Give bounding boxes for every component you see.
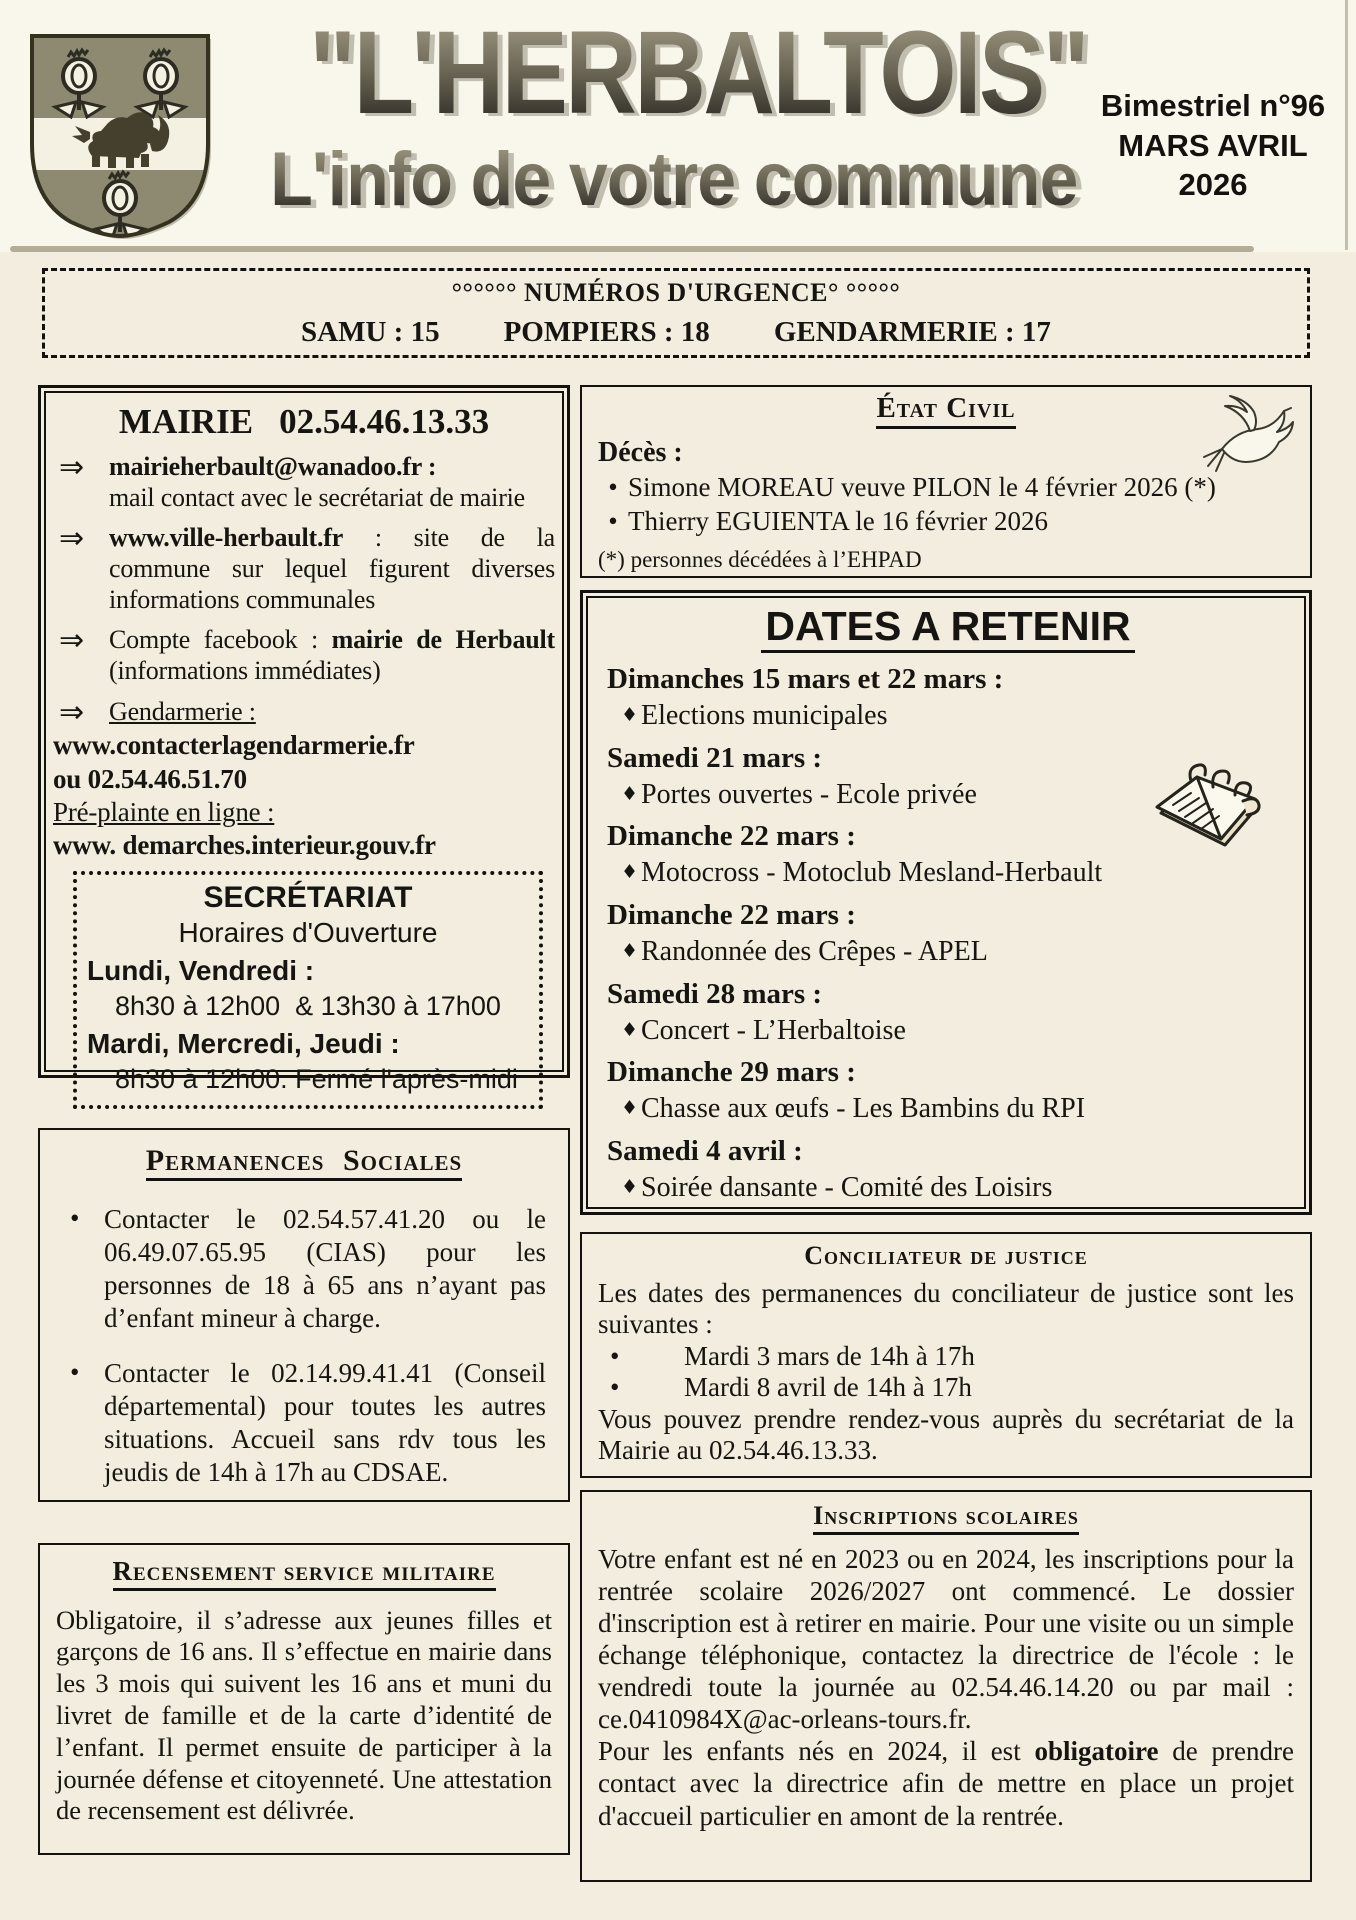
event-date: Dimanches 15 mars et 22 mars : [607,663,1004,696]
inscriptions-section [580,1490,1312,1882]
permanences-text: Contacter le 02.54.57.41.20 ou le 06.49.07.65.95 (CIAS) pour les personnes de 18 à 65 ans n’ayant pas d’enfant mineur à charge. [104,1204,546,1333]
event-label: Chasse aux œufs - Les Bambins du RPI [641,1093,1086,1125]
issue-months: MARS AVRIL [1118,127,1308,163]
pre-plainte-website: www. demarches.interieur.gouv.fr [53,830,436,861]
deces-entry [598,505,1294,537]
event-row [607,937,1289,968]
bullet-icon: • [608,471,618,502]
event-label: Randonnée des Crêpes - APEL [641,936,988,967]
pre-plainte-label: Pré-plainte en ligne : [53,796,275,827]
inscriptions-para1: Votre enfant est né en 2023 ou en 2024, les inscriptions pour la rentrée scolaire 2026/2027 ont commencé. Le dossier d'inscription est à retirer en mairie. Pour une visite ou un simple échange téléphonique, contactez la directrice de l'école : le vendredi toute la journée au 02.54.46.14.20 ou par mail : ce.0410984X@ac-orleans-tours.fr. [598,1543,1294,1735]
commune-coat-of-arms-icon [22,26,218,245]
issue-year: 2026 [1178,167,1248,203]
diamond-bullet-icon: ♦ [621,1097,639,1120]
gendarmerie-label: Gendarmerie : [109,696,256,726]
conciliateur-date-text: Mardi 8 avril de 14h à 17h [684,1372,972,1403]
mairie-label: MAIRIE [118,402,254,441]
conciliateur-date-text: Mardi 3 mars de 14h à 17h [684,1340,975,1371]
inscriptions-para2 [598,1735,1294,1831]
inscriptions-para2-pre: Pour les enfants nés en 2024, il est [598,1736,1035,1767]
recensement-body: Obligatoire, il s’adresse aux jeunes filles et garçons de 16 ans. Il s’effectue en mairie dans les 3 mois qui suivent les 16 ans et muni du livret de famille et de la carte d’identité de l’enfant. Il permet ensuite de participer à la journée défense et citoyenneté. Une attestation de recensement est délivrée. [56,1604,552,1826]
recensement-title: Recensement service militaire [113,1557,496,1591]
gendarmerie-phone: ou 02.54.46.51.70 [53,763,247,794]
diamond-bullet-icon: ♦ [621,703,639,726]
permanences-title: Permanences Sociales [146,1144,462,1181]
newsletter-subtitle: L'info de votre commune [270,137,1078,222]
deces-label: Décès : [598,436,683,468]
etat-civil-title: État Civil [876,393,1015,429]
inscriptions-title: Inscriptions scolaires [813,1502,1079,1535]
facebook-desc: (informations immédiates) [109,656,381,686]
arrow-icon: ⇒ [59,450,85,485]
event-date: Dimanche 22 mars : [607,820,856,853]
diamond-bullet-icon: ♦ [621,1018,639,1041]
bullet-icon: • [70,1356,80,1387]
inscriptions-para2-bold: obligatoire [1034,1736,1159,1767]
diamond-bullet-icon: ♦ [621,782,639,805]
mairie-item-email [53,452,555,513]
dates-title: DATES A RETENIR [761,605,1134,653]
secretariat-days-1: Lundi, Vendredi : [87,955,315,987]
secretariat-days-2: Mardi, Mercredi, Jeudi : [87,1028,400,1060]
facebook-account: mairie de Herbault [331,625,555,655]
recensement-section [38,1543,570,1855]
bullet-icon: • [608,506,618,537]
issue-info [1084,86,1342,205]
permanences-bullet [58,1203,550,1335]
gendarmerie-number: GENDARMERIE : 17 [773,316,1051,348]
etat-civil-section [580,385,1312,578]
mairie-title [53,402,555,442]
bullet-icon: • [610,1340,620,1371]
dates-section [580,590,1312,1215]
deces-entry-text: Thierry EGUIENTA le 16 février 2026 [628,506,1048,537]
mairie-item-website [53,523,555,615]
newsletter-title: "L'HERBALTOIS" [309,7,1088,139]
facebook-label: Compte facebook : [109,625,332,655]
issue-number: Bimestriel n°96 [1100,88,1326,123]
dove-icon [1198,391,1298,482]
event-date: Dimanche 22 mars : [607,899,856,932]
mairie-website: www.ville-herbault.fr [109,523,344,553]
conciliateur-title: Conciliateur de justice [804,1241,1088,1270]
event-label: Concert - L’Herbaltoise [641,1014,906,1046]
mairie-website-desc: : site de la commune sur lequel figurent diverses informations communales [109,523,555,614]
event-date: Samedi 21 mars : [607,741,823,774]
ehpad-footnote: (*) personnes décédées à l’EHPAD [598,546,922,572]
arrow-icon: ⇒ [59,694,85,730]
event-date: Samedi 28 mars : [607,977,823,1010]
permanences-section [38,1128,570,1502]
bullet-icon: • [610,1372,620,1403]
event-label: Elections municipales [641,699,888,731]
masthead-rule [10,246,1254,252]
secretariat-hours-2: 8h30 à 12h00. Fermé l'après-midi [115,1064,518,1095]
masthead-titles [235,7,1095,222]
conciliateur-date [598,1341,1294,1373]
event-label: Motocross - Motoclub Mesland-Herbault [641,857,1103,889]
event-row [607,1016,1289,1047]
pompiers-number: POMPIERS : 18 [503,316,710,348]
conciliateur-outro: Vous pouvez prendre rendez-vous auprès du secrétariat de la Mairie au 02.54.46.13.33. [598,1403,1294,1466]
gendarmerie-website: www.contacterlagendarmerie.fr [53,730,415,761]
deces-entry [598,471,1294,503]
diamond-bullet-icon: ♦ [621,940,639,962]
emergency-title: °°°°°° NUMÉROS D'URGENCE° °°°°° [451,278,901,307]
emergency-numbers-box [42,268,1310,358]
mairie-section [38,385,570,1095]
event-row [607,701,1289,732]
diamond-bullet-icon: ♦ [621,861,639,884]
deces-entry-text: Simone MOREAU veuve PILON le 4 février 2026 (*) [628,471,1216,502]
emergency-numbers [45,316,1307,349]
inscriptions-para2-post: de prendre contact avec la directrice afin de mettre en place un projet d'accueil particulier en amont de la rentrée. [598,1736,1294,1831]
secretariat-title: SECRÉTARIAT [203,881,413,915]
conciliateur-date [598,1372,1294,1404]
secretariat-hours-1: 8h30 à 12h00 & 13h30 à 17h00 [115,991,501,1022]
event-row [607,1173,1289,1204]
arrow-icon: ⇒ [59,623,85,659]
event-label: Portes ouvertes - Ecole privée [641,778,977,810]
event-label: Soirée dansante - Comité des Loisirs [641,1172,1053,1204]
secretariat-box [73,871,543,1109]
mairie-email-desc: mail contact avec le secrétariat de mairie [109,482,526,512]
event-date: Samedi 4 avril : [607,1135,803,1168]
mairie-phone: 02.54.46.13.33 [279,402,490,441]
scan-edge-shadow [1345,0,1348,250]
bullet-icon: • [70,1203,80,1233]
mairie-email: mairieherbault@wanadoo.fr : [109,452,437,481]
arrow-icon: ⇒ [59,521,85,557]
permanences-bullet [58,1357,550,1489]
mairie-item-gendarmerie [53,694,555,730]
conciliateur-section [580,1232,1312,1478]
conciliateur-intro: Les dates des permanences du conciliateur de justice sont les suivantes : [598,1277,1294,1340]
event-date: Dimanche 29 mars : [607,1056,856,1089]
mairie-item-facebook [53,625,555,686]
samu-number: SAMU : 15 [301,316,440,348]
permanences-text: Contacter le 02.14.99.41.41 (Conseil départemental) pour toutes les autres situations. Accueil sans rdv tous les jeudis de 14h à 17h au CDSAE. [104,1357,546,1487]
notebook-icon [1147,761,1273,876]
masthead [0,0,1356,252]
secretariat-subtitle: Horaires d'Ouverture [178,917,438,949]
event-row [607,1094,1289,1125]
diamond-bullet-icon: ♦ [621,1176,639,1199]
